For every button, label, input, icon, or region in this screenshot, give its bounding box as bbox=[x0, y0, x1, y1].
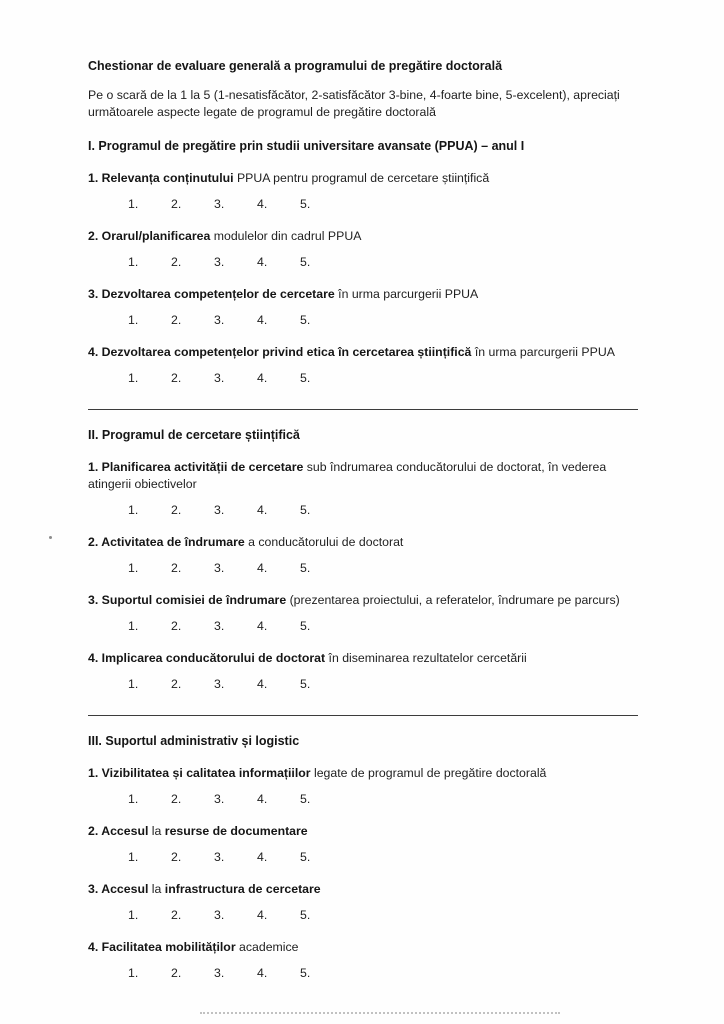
rating-option: 4. bbox=[257, 561, 268, 575]
question-label: 3. Suportul comisiei de îndrumare bbox=[88, 593, 287, 607]
rating-option: 1. bbox=[128, 792, 139, 806]
rating-option: 3. bbox=[214, 503, 225, 517]
rating-option: 2. bbox=[171, 313, 182, 327]
question-label: 4. Dezvoltarea competențelor privind etica în cercetarea științifică bbox=[88, 345, 472, 359]
rating-option: 4. bbox=[257, 792, 268, 806]
rating-option: 4. bbox=[257, 197, 268, 211]
question bbox=[88, 765, 638, 782]
question-text: la bbox=[148, 824, 165, 838]
section-heading: I. Programul de pregătire prin studii universitare avansate (PPUA) – anul I bbox=[88, 139, 525, 153]
rating-option: 1. bbox=[128, 908, 139, 922]
question-text: sub îndrumarea conducătorului de doctorat, în vederea atingerii obiectivelor bbox=[88, 460, 607, 491]
question bbox=[88, 881, 638, 898]
rating-option: 4. bbox=[257, 619, 268, 633]
question-label: 4. Facilitatea mobilităților bbox=[88, 940, 236, 954]
question-text: legate de programul de pregătire doctorală bbox=[310, 766, 547, 780]
rating-option: 3. bbox=[214, 313, 225, 327]
rating-option: 5. bbox=[300, 503, 311, 517]
rating-option: 2. bbox=[171, 371, 182, 385]
rating-option: 2. bbox=[171, 677, 182, 691]
rating-option: 3. bbox=[214, 619, 225, 633]
rating-option: 1. bbox=[128, 197, 139, 211]
rating-option: 4. bbox=[257, 908, 268, 922]
rating-scale bbox=[88, 907, 638, 924]
rating-option: 2. bbox=[171, 503, 182, 517]
question bbox=[88, 534, 638, 551]
rating-scale bbox=[88, 849, 638, 866]
rating-option: 2. bbox=[171, 197, 182, 211]
question-text: în urma parcurgerii PPUA bbox=[471, 345, 615, 359]
scan-artifact bbox=[200, 1012, 560, 1014]
rating-option: 2. bbox=[171, 850, 182, 864]
question-text: la bbox=[148, 882, 165, 896]
document-content bbox=[88, 58, 638, 988]
rating-scale bbox=[88, 196, 638, 213]
rating-option: 3. bbox=[214, 371, 225, 385]
rating-option: 1. bbox=[128, 677, 139, 691]
question-text: PPUA pentru programul de cercetare științifică bbox=[233, 171, 490, 185]
question bbox=[88, 650, 638, 667]
question-label: 4. Implicarea conducătorului de doctorat bbox=[88, 651, 326, 665]
rating-option: 3. bbox=[214, 908, 225, 922]
question bbox=[88, 459, 638, 493]
question-label: 3. Accesul bbox=[88, 882, 149, 896]
question-label: 1. Relevanța conținutului bbox=[88, 171, 234, 185]
rating-option: 5. bbox=[300, 792, 311, 806]
rating-option: 2. bbox=[171, 619, 182, 633]
rating-scale bbox=[88, 965, 638, 982]
question-label: resurse de documentare bbox=[164, 824, 308, 838]
rating-option: 3. bbox=[214, 792, 225, 806]
section-2 bbox=[88, 427, 638, 693]
rating-option: 2. bbox=[171, 908, 182, 922]
rating-option: 1. bbox=[128, 255, 139, 269]
question-label: infrastructura de cercetare bbox=[164, 882, 321, 896]
rating-option: 5. bbox=[300, 966, 311, 980]
question-label: 1. Planificarea activității de cercetare bbox=[88, 460, 304, 474]
document-title: Chestionar de evaluare generală a programului de pregătire doctorală bbox=[88, 59, 503, 73]
question bbox=[88, 170, 638, 187]
rating-option: 4. bbox=[257, 255, 268, 269]
rating-option: 4. bbox=[257, 966, 268, 980]
rating-option: 5. bbox=[300, 561, 311, 575]
question-text: modulelor din cadrul PPUA bbox=[210, 229, 362, 243]
scan-artifact bbox=[49, 536, 52, 539]
rating-scale bbox=[88, 791, 638, 808]
rating-option: 2. bbox=[171, 255, 182, 269]
rating-option: 4. bbox=[257, 313, 268, 327]
intro-paragraph: Pe o scară de la 1 la 5 (1-nesatisfăcător, 2-satisfăcător 3-bine, 4-foarte bine, 5-excelent), apreciați următoarele aspecte legate de programul de pregătire doctorală bbox=[88, 88, 620, 119]
rating-option: 5. bbox=[300, 371, 311, 385]
rating-option: 5. bbox=[300, 850, 311, 864]
rating-option: 5. bbox=[300, 313, 311, 327]
question-text: (prezentarea proiectului, a referatelor, îndrumare pe parcurs) bbox=[286, 593, 620, 607]
question-label: 2. Activitatea de îndrumare bbox=[88, 535, 245, 549]
rating-option: 4. bbox=[257, 850, 268, 864]
question-label: 2. Orarul/planificarea bbox=[88, 229, 211, 243]
rating-option: 1. bbox=[128, 313, 139, 327]
rating-option: 5. bbox=[300, 677, 311, 691]
rating-option: 1. bbox=[128, 850, 139, 864]
section-heading: III. Suportul administrativ și logistic bbox=[88, 734, 300, 748]
rating-option: 1. bbox=[128, 619, 139, 633]
rating-option: 5. bbox=[300, 908, 311, 922]
rating-option: 3. bbox=[214, 850, 225, 864]
rating-option: 2. bbox=[171, 792, 182, 806]
rating-scale bbox=[88, 254, 638, 271]
question-text: în urma parcurgerii PPUA bbox=[334, 287, 479, 301]
rating-option: 5. bbox=[300, 619, 311, 633]
rating-scale bbox=[88, 312, 638, 329]
rating-scale bbox=[88, 560, 638, 577]
rating-option: 5. bbox=[300, 197, 311, 211]
rating-scale bbox=[88, 618, 638, 635]
question-label: 2. Accesul bbox=[88, 824, 149, 838]
rating-option: 3. bbox=[214, 255, 225, 269]
rating-scale bbox=[88, 676, 638, 693]
rating-option: 1. bbox=[128, 966, 139, 980]
question bbox=[88, 592, 638, 609]
question bbox=[88, 286, 638, 303]
rating-option: 1. bbox=[128, 503, 139, 517]
question bbox=[88, 939, 638, 956]
question-label: 3. Dezvoltarea competențelor de cercetare bbox=[88, 287, 335, 301]
rating-option: 4. bbox=[257, 503, 268, 517]
question-text: în diseminarea rezultatelor cercetării bbox=[325, 651, 527, 665]
section-heading: II. Programul de cercetare științifică bbox=[88, 428, 300, 442]
section-divider bbox=[88, 409, 638, 410]
rating-option: 1. bbox=[128, 561, 139, 575]
rating-option: 4. bbox=[257, 371, 268, 385]
rating-option: 4. bbox=[257, 677, 268, 691]
rating-option: 3. bbox=[214, 561, 225, 575]
question-text: a conducătorului de doctorat bbox=[244, 535, 404, 549]
rating-scale bbox=[88, 502, 638, 519]
rating-option: 2. bbox=[171, 966, 182, 980]
question-label: 1. Vizibilitatea și calitatea informațiilor bbox=[88, 766, 311, 780]
rating-option: 3. bbox=[214, 677, 225, 691]
rating-option: 2. bbox=[171, 561, 182, 575]
section-3 bbox=[88, 733, 638, 982]
question-text: academice bbox=[235, 940, 299, 954]
rating-scale bbox=[88, 370, 638, 387]
question bbox=[88, 228, 638, 245]
rating-option: 3. bbox=[214, 197, 225, 211]
rating-option: 1. bbox=[128, 371, 139, 385]
rating-option: 5. bbox=[300, 255, 311, 269]
section-1 bbox=[88, 138, 638, 387]
question bbox=[88, 823, 638, 840]
question bbox=[88, 344, 638, 361]
rating-option: 3. bbox=[214, 966, 225, 980]
section-divider bbox=[88, 715, 638, 716]
